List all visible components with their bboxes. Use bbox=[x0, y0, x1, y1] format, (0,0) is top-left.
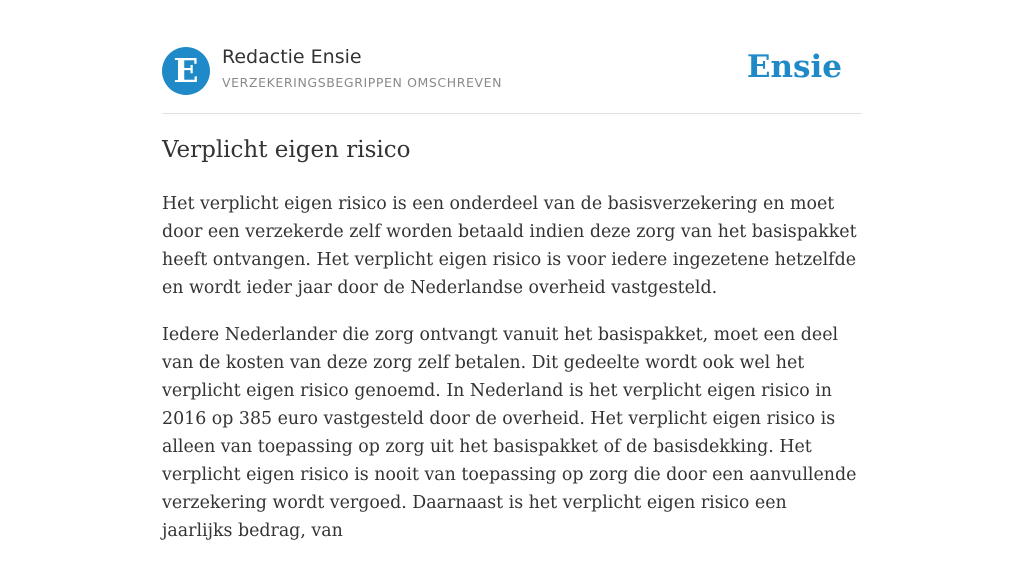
article-container bbox=[162, 0, 862, 541]
author-avatar[interactable]: E bbox=[162, 47, 210, 95]
author-name-link[interactable]: Redactie Ensie bbox=[222, 46, 362, 68]
article-title: Verplicht eigen risico bbox=[162, 137, 411, 163]
article-paragraph-2: Iedere Nederlander die zorg ontvangt vanuit het basispakket, moet een deel van de kosten van deze zorg zelf betalen. Dit gedeelte wordt ook wel het verplicht eigen risico genoemd. In Nederland is het verplicht eigen risico in 2016 op 385 euro vastgesteld door de overheid. Het verplicht eigen risico is alleen van toepassing op zorg uit het basispakket of de basisdekking. Het verplicht eigen risico is nooit van toepassing op zorg die door een aanvullende verzekering wordt vergoed. Daarnaast is het verplicht eigen risico een jaarlijks bedrag, van bbox=[162, 325, 857, 541]
article-body bbox=[162, 190, 862, 564]
ensie-logo[interactable]: Ensie bbox=[746, 49, 842, 85]
article-header bbox=[162, 0, 862, 114]
category-link[interactable]: VERZEKERINGSBEGRIPPEN OMSCHREVEN bbox=[222, 75, 503, 90]
article-paragraph-1: Het verplicht eigen risico is een onderdeel van de basisverzekering en moet door een verzekerde zelf worden betaald indien deze zorg van het basispakket heeft ontvangen. Het verplicht eigen risico is voor iedere ingezetene hetzelfde en wordt ieder jaar door de Nederlandse overheid vastgesteld. bbox=[162, 194, 857, 298]
